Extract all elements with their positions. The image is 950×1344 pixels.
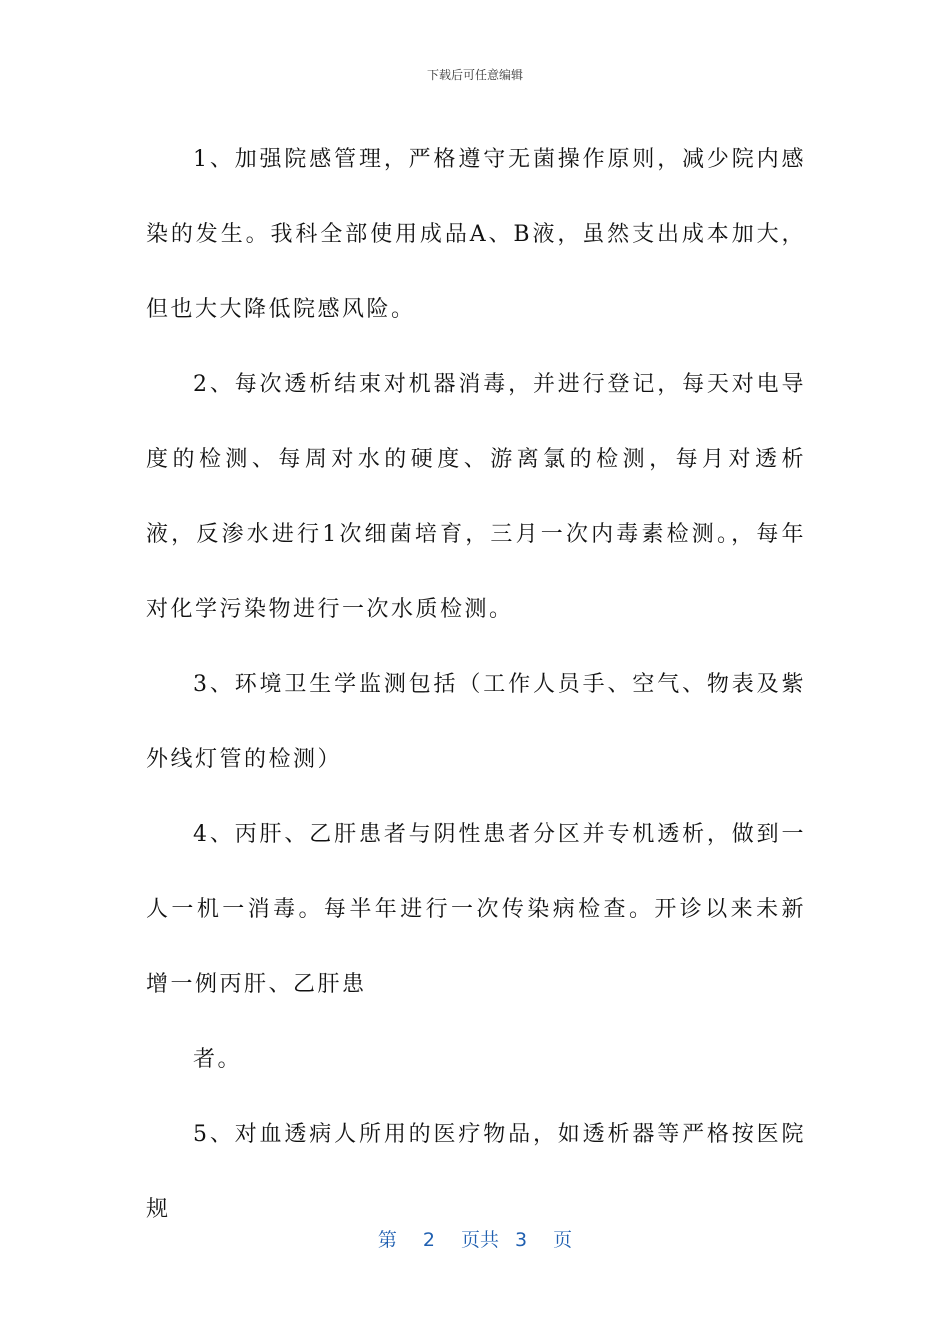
paragraph-2: 2、每次透析结束对机器消毒，并进行登记，每天对电导度的检测、每周对水的硬度、游离氯的检测，每月对透析液，反渗水进行1次细菌培育，三月一次内毒素检测。，每年对化学污染物进行一次水质检测。: [146, 372, 806, 622]
paragraph-1: 1、加强院感管理，严格遵守无菌操作原则，减少院内感染的发生。我科全部使用成品A、B液，虽然支出成本加大，但也大大降低院感风险。: [146, 147, 806, 322]
footer-label-of-total: 页共: [460, 1229, 499, 1251]
page-footer: [0, 1225, 950, 1252]
footer-label-page-end: 页: [553, 1229, 573, 1251]
footer-total-pages: 3: [515, 1229, 528, 1251]
paragraph-4: 4、丙肝、乙肝患者与阴性患者分区并专机透析，做到一人一机一消毒。每半年进行一次传染病检查。开诊以来未新增一例丙肝、乙肝患: [146, 822, 806, 997]
paragraph-4-continuation: 者。: [193, 1047, 243, 1072]
document-body: [146, 122, 806, 1247]
paragraph-3: 3、环境卫生学监测包括（工作人员手、空气、物表及紫外线灯管的检测）: [146, 672, 806, 772]
footer-label-page: 第: [377, 1229, 397, 1251]
paragraph-5: 5、对血透病人所用的医疗物品，如透析器等严格按医院规: [146, 1122, 806, 1222]
page-header: 下载后可任意编辑: [426, 68, 523, 82]
footer-current-page: 2: [422, 1229, 435, 1251]
